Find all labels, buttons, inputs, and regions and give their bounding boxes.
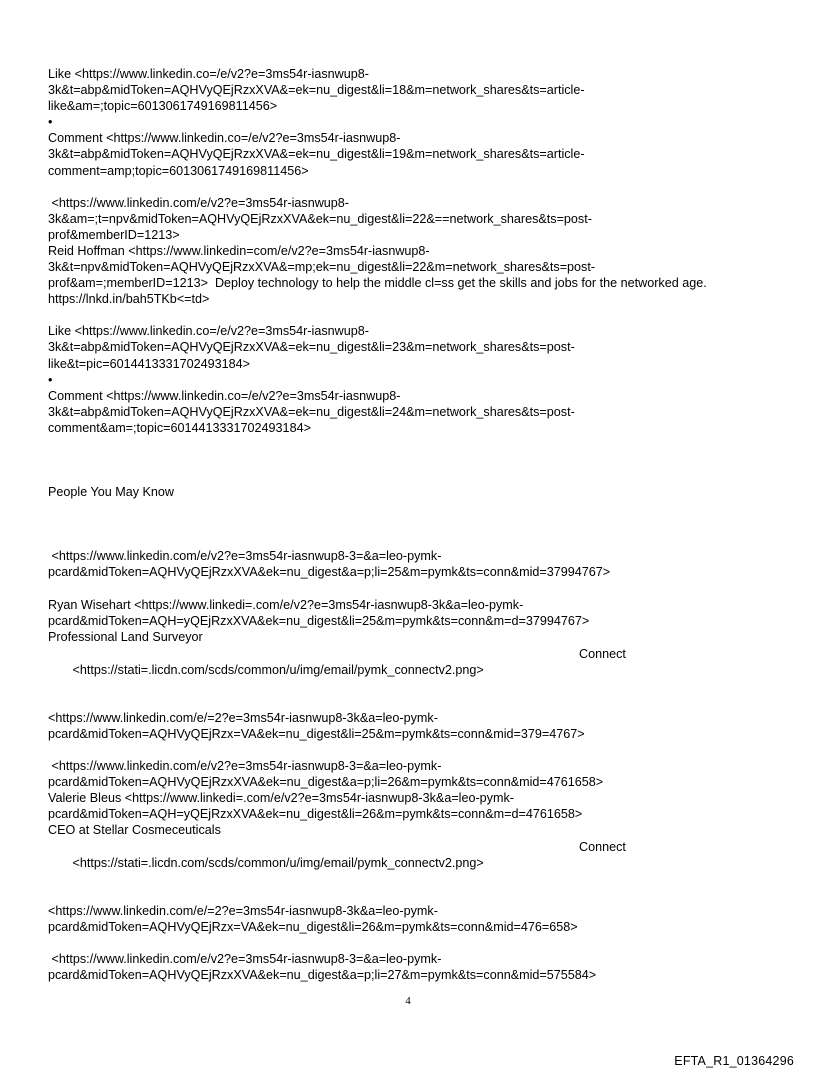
section-heading: People You May Know [48,484,175,499]
post1-comment-link[interactable] [48,130,788,178]
text-line: Reid Hoffman <https://www.linkedin=com/e/v2?e=3ms54r-iasnwup8- [48,243,430,258]
email-body [48,66,788,983]
pymk-card2-profile[interactable] [48,758,788,838]
spacer [48,742,788,758]
post2-comment-link[interactable] [48,388,788,436]
document-id: EFTA_R1_01364296 [674,1054,794,1068]
spacer [48,307,788,323]
text-line: Like <https://www.linkedin.co=/e/v2?e=3ms54r-iasnwup8- [48,67,369,81]
text-line: <https://www.linkedin.com/e/v2?e=3ms54r-iasnwup8-3=&a=leo-pymk- [48,759,442,774]
connect-image-link[interactable]: <https://stati=.licdn.com/scds/common/u/img/email/pymk_connectv2.png> [69,662,484,677]
pymk-heading [48,484,788,500]
spacer [48,179,788,195]
text-line: 3k&t=abp&midToken=AQHVyQEjRzxXVA&=ek=nu_digest&li=23&m=network_shares&ts=post- [48,340,575,355]
bullet: • [48,372,53,387]
text-line: Ryan Wisehart <https://www.linkedi=.com/e/v2?e=3ms54r-iasnwup8-3k&a=leo-pymk- [48,598,524,613]
spacer [48,935,788,951]
post2-shared-content[interactable] [48,195,788,308]
text-line: 3k&t=npv&midToken=AQHVyQEjRzxXVA&=mp;ek=nu_digest&li=22&m=network_shares&ts=post- [48,260,596,275]
text-line: pcard&midToken=AQH=yQEjRzxXVA&ek=nu_digest&li=26&m=pymk&ts=conn&m=d=4761658> [48,807,583,822]
bullet-separator [48,114,788,130]
page-number: 4 [405,995,411,1007]
text-line: prof&memberID=1213> [48,227,180,242]
text-line: pcard&midToken=AQHVyQEjRzxXVA&ek=nu_digest&a=p;li=26&m=pymk&ts=conn&mid=4761658> [48,775,604,790]
post2-like-link[interactable] [48,323,788,371]
text-line: pcard&midToken=AQHVyQEjRzx=VA&ek=nu_digest&li=26&m=pymk&ts=conn&mid=476=658> [48,920,578,935]
text-line: pcard&midToken=AQHVyQEjRzxXVA&ek=nu_digest&a=p;li=25&m=pymk&ts=conn&mid=37994767> [48,565,611,580]
text-line: 3k&am=;t=npv&midToken=AQHVyQEjRzxXVA&ek=nu_digest&li=22&==network_shares&ts=post- [48,211,592,226]
text-line: like&t=pic=6014413331702493184> [48,356,251,371]
text-line: prof&am=;memberID=1213> Deploy technology to help the middle cl=ss get the skills and jobs for the networked age. [48,276,707,291]
bullet-separator [48,372,788,388]
job-title: CEO at Stellar Cosmeceuticals [48,823,221,838]
text-line: pcard&midToken=AQH=yQEjRzxXVA&ek=nu_digest&li=25&m=pymk&ts=conn&m=d=37994767> [48,614,590,629]
text-line: <https://www.linkedin.com/e/=2?e=3ms54r-iasnwup8-3k&a=leo-pymk- [48,710,438,725]
spacer [48,436,788,484]
pymk-card1-link[interactable] [48,548,788,580]
text-line: 3k&t=abp&midToken=AQHVyQEjRzxXVA&=ek=nu_digest&li=24&m=network_shares&ts=post- [48,404,575,419]
pymk-card1-connect[interactable] [48,646,788,743]
text-line: 3k&t=abp&midToken=AQHVyQEjRzxXVA&=ek=nu_digest&li=18&m=network_shares&ts=article- [48,83,585,98]
connect-row [48,839,788,903]
text-line: Comment <https://www.linkedin.co=/e/v2?e=3ms54r-iasnwup8- [48,131,401,146]
spacer [48,500,788,548]
connect-button[interactable]: Connect [579,839,626,854]
text-line: Valerie Bleus <https://www.linkedi=.com/e/v2?e=3ms54r-iasnwup8-3k&a=leo-pymk- [48,791,514,806]
text-line: <https://www.linkedin.com/e/v2?e=3ms54r-iasnwup8- [48,195,349,210]
pymk-card1-title [48,629,788,645]
connect-row [48,646,788,710]
connect-button[interactable]: Connect [579,646,626,661]
pymk-card2-connect[interactable] [48,839,788,936]
bullet: • [48,115,53,130]
pymk-card3-link[interactable] [48,951,788,983]
text-line: 3k&t=abp&midToken=AQHVyQEjRzxXVA&=ek=nu_digest&li=19&m=network_shares&ts=article- [48,147,585,162]
text-line: pcard&midToken=AQHVyQEjRzxXVA&ek=nu_digest&a=p;li=27&m=pymk&ts=conn&mid=575584> [48,968,597,983]
spacer [48,580,788,597]
text-line: <https://www.linkedin.com/e/=2?e=3ms54r-iasnwup8-3k&a=leo-pymk- [48,903,438,918]
post1-like-link[interactable] [48,66,788,114]
text-line: comment=amp;topic=6013061749169811456> [48,163,309,178]
pymk-card1-profile[interactable] [48,597,788,629]
text-line: like&am=;topic=6013061749169811456> [48,99,278,114]
connect-image-link[interactable]: <https://stati=.licdn.com/scds/common/u/img/email/pymk_connectv2.png> [69,855,484,870]
text-line: comment&am=;topic=6014413331702493184> [48,420,311,435]
job-title: Professional Land Surveyor [48,630,203,645]
text-line: <https://www.linkedin.com/e/v2?e=3ms54r-iasnwup8-3=&a=leo-pymk- [48,952,442,967]
text-line: Like <https://www.linkedin.co=/e/v2?e=3ms54r-iasnwup8- [48,324,369,339]
text-line: pcard&midToken=AQHVyQEjRzx=VA&ek=nu_digest&li=25&m=pymk&ts=conn&mid=379=4767> [48,727,585,741]
text-line: https://lnkd.in/bah5TKb<=td> [48,292,210,307]
text-line: <https://www.linkedin.com/e/v2?e=3ms54r-iasnwup8-3=&a=leo-pymk- [48,549,442,564]
text-line: Comment <https://www.linkedin.co=/e/v2?e=3ms54r-iasnwup8- [48,388,401,403]
